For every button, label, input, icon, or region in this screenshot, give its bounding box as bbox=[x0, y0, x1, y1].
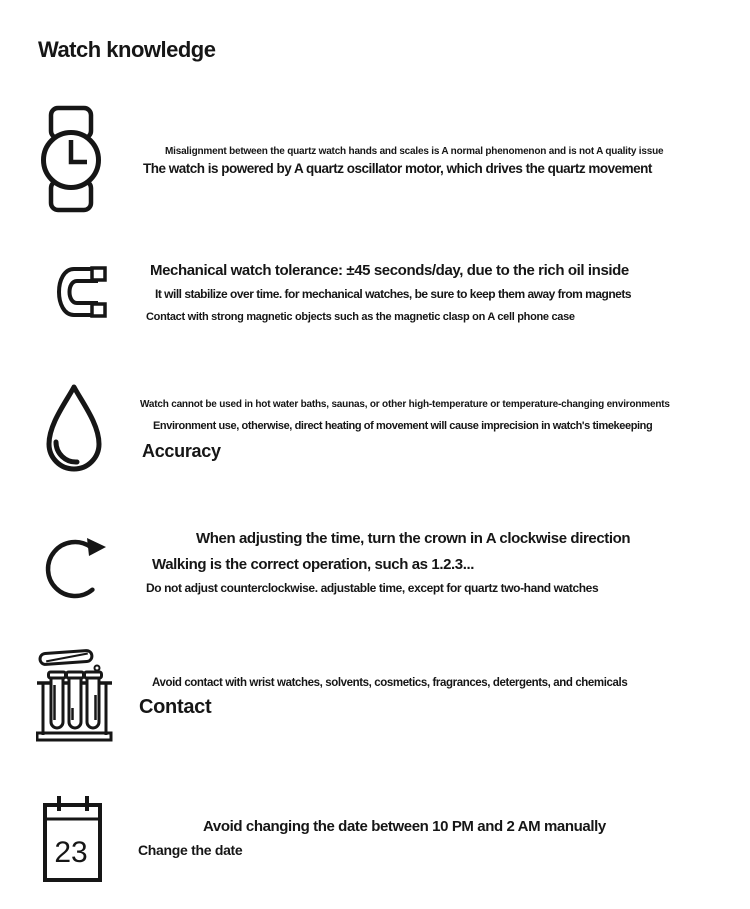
date-note-main: Avoid changing the date between 10 PM and 2 AM manually bbox=[203, 818, 606, 835]
tolerance-note-small: Contact with strong magnetic objects such as the magnetic clasp on A cell phone case bbox=[146, 311, 575, 323]
crown-note-medium: Do not adjust counterclockwise. adjustable time, except for quartz two-hand watches bbox=[146, 581, 599, 595]
tolerance-note-medium: It will stabilize over time. for mechanical watches, be sure to keep them away from magnets bbox=[155, 287, 632, 301]
quartz-note-small: Misalignment between the quartz watch hands and scales is A normal phenomenon and is not A quality issue bbox=[165, 146, 664, 157]
water-drop-icon bbox=[42, 382, 106, 480]
temperature-note-medium: Environment use, otherwise, direct heating of movement will cause imprecision in watch's timekeeping bbox=[153, 420, 653, 432]
accuracy-heading: Accuracy bbox=[142, 441, 221, 461]
rotate-clockwise-icon bbox=[40, 522, 112, 610]
change-date-heading: Change the date bbox=[138, 842, 243, 858]
crown-note-main-2: Walking is the correct operation, such as 1.2.3... bbox=[152, 556, 475, 573]
calendar-day-number: 23 bbox=[54, 836, 88, 869]
chemical-note-medium: Avoid contact with wrist watches, solvents, cosmetics, fragrances, detergents, and chemicals bbox=[152, 677, 628, 689]
calendar-icon bbox=[42, 792, 104, 884]
test-tubes-icon bbox=[36, 645, 114, 743]
temperature-note-small: Watch cannot be used in hot water baths, saunas, or other high-temperature or temperature-changing environments bbox=[140, 399, 670, 410]
magnet-icon bbox=[44, 261, 108, 323]
quartz-note-main: The watch is powered by A quartz oscillator motor, which drives the quartz movement bbox=[143, 161, 652, 176]
page-title: Watch knowledge bbox=[38, 37, 216, 62]
wrist-watch-icon bbox=[38, 105, 104, 213]
tolerance-note-main: Mechanical watch tolerance: ±45 seconds/day, due to the rich oil inside bbox=[150, 262, 629, 279]
crown-note-main-1: When adjusting the time, turn the crown in A clockwise direction bbox=[196, 530, 631, 547]
contact-heading: Contact bbox=[139, 696, 212, 718]
